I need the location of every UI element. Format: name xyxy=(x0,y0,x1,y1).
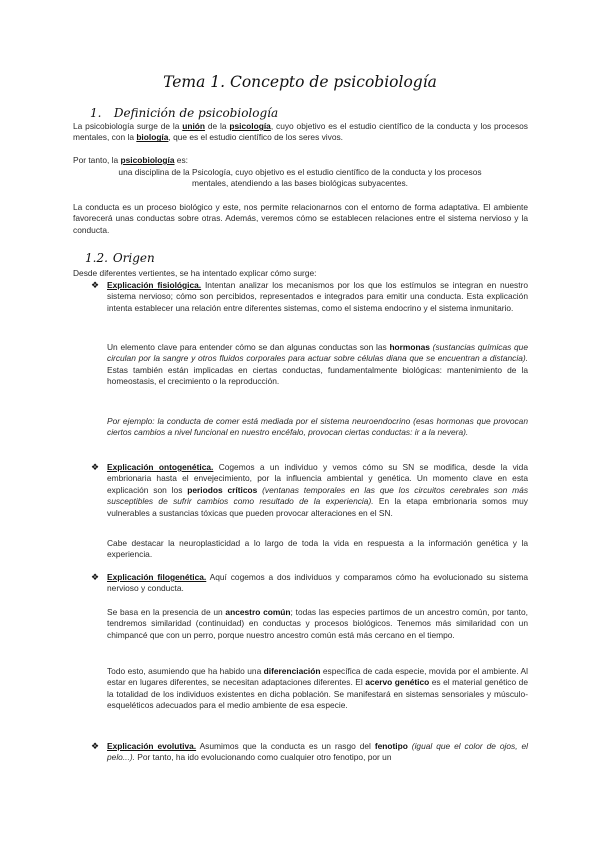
text-run: En la etapa embrionaria somos muy vulnerables a sustancias tóxicas que pueden provocar alteraciones en el SN. xyxy=(107,496,528,518)
paragraph-hormonas xyxy=(107,342,528,388)
text-run: de la xyxy=(205,121,230,131)
document-title: Tema 1. Concepto de psicobiología xyxy=(163,73,437,91)
text-run: específica de cada especie, movida por el ambiente. Al estar en lugares diferentes, se necesitan adaptaciones diferentes. El xyxy=(107,666,528,688)
text-run: Por tanto, la xyxy=(73,155,121,165)
term-acervo-genetico: acervo genético xyxy=(365,677,430,688)
paragraph-intro-origen: Desde diferentes vertientes, se ha intentado explicar cómo surge: xyxy=(73,268,317,278)
text-run: ; todas las especies partimos de un ancestro común, por tanto, tendremos similaridad (continuidad) en conductas y procesos biológicos. Tenemos más similaridad con un chimpancé que con un perro, porque nuestro ancestro común está más cercano en el tiempo. xyxy=(107,607,528,640)
term-fenotipo: fenotipo xyxy=(374,741,408,751)
paragraph-neuroplasticidad: Cabe destacar la neuroplasticidad a lo largo de toda la vida en respuesta a la información genética y la experiencia. xyxy=(107,538,528,560)
text-run: , que es el estudio científico de los seres vivos. xyxy=(168,132,343,143)
text-run: Asumimos que la conducta es un rasgo del xyxy=(196,741,375,751)
text-run: Se basa en la presencia de un xyxy=(107,607,226,617)
paragraph-conducta: La conducta es un proceso biológico y este, nos permite relacionarnos con el entorno de forma adaptativa. El ambiente favorecerá unas conductas sobre otras. Además, veremos cómo se establecen relaciones entre el sistema nervioso y la conducta. xyxy=(73,202,528,235)
term-union: unión xyxy=(182,121,206,131)
paragraph-evolutiva xyxy=(107,741,528,764)
text-run: es el material genético de la totalidad de los individuos existentes en dicha población. Se manifestará en sistemas sensoriales y músculo-esqueléticos adecuados para el medio ambiente de esa especie. xyxy=(107,677,528,711)
term-hormonas: hormonas xyxy=(389,342,430,352)
term-biologia: biología xyxy=(136,132,169,143)
section-number: 1. xyxy=(90,106,102,120)
text-run: es: xyxy=(174,155,188,165)
term-psicobiologia: psicobiología xyxy=(120,155,175,165)
definition-text: una disciplina de la Psicología, cuyo objetivo es el estudio científico de la conducta y los procesos mentales, atendiendo a las bases biológicas subyacentes. xyxy=(118,167,482,189)
text-run-italic: (igual que el color de ojos, el pelo...). xyxy=(107,741,528,763)
text-run: La psicobiología surge de la xyxy=(73,121,183,131)
term-filogenetica: Explicación filogenética. xyxy=(107,572,207,582)
paragraph-diferenciacion xyxy=(107,666,528,712)
text-run-italic: (sustancias químicas que circulan por la sangre y otros fluidos corporales para actuar sobre células diana que se encuentran a distancia). xyxy=(107,342,528,364)
section-heading-definicion xyxy=(90,106,278,120)
diamond-bullet-icon: ❖ xyxy=(91,462,100,472)
text-run-italic: (ventanas temporales en las que los circuitos cerebrales son más susceptibles de sufrir cambios como resultado de la experiencia). xyxy=(107,484,529,507)
paragraph-union xyxy=(73,121,528,144)
section-title: Origen xyxy=(112,251,155,265)
paragraph-ontogenetica xyxy=(107,462,528,519)
text-run: Todo esto, asumiendo que ha habido una xyxy=(107,666,264,676)
text-run: Estas también están implicadas en ciertas conductas, fundamentalmente biológicas: mantenimiento de la homeostasis, el crecimiento o la reproducción. xyxy=(107,364,528,387)
text-run: Un elemento clave para entender cómo se dan algunas conductas son las xyxy=(107,342,390,352)
term-ancestro-comun: ancestro común xyxy=(225,607,291,617)
diamond-bullet-icon: ❖ xyxy=(91,572,100,582)
diamond-bullet-icon: ❖ xyxy=(91,741,100,751)
paragraph-ancestro xyxy=(107,607,528,641)
text-run: Aquí cogemos a dos individuos y comparamos cómo ha evolucionado su sistema nervioso y conducta. xyxy=(107,572,528,594)
text-run: Por tanto, ha ido evolucionando como cualquier otro fenotipo, por un xyxy=(134,752,392,763)
section-number: 1.2. xyxy=(85,251,108,265)
term-periodos-criticos: periodos críticos xyxy=(187,484,258,495)
text-run: , cuyo objetivo es el estudio científico de la conducta y los procesos mentales, con la xyxy=(73,121,528,143)
paragraph-por-tanto xyxy=(73,155,528,166)
section-heading-origen xyxy=(85,251,155,265)
paragraph-fisiologica xyxy=(107,280,528,314)
section-title: Definición de psicobiología xyxy=(113,106,279,120)
term-evolutiva: Explicación evolutiva. xyxy=(107,741,197,751)
term-ontogenetica: Explicación ontogenética. xyxy=(107,462,214,472)
term-diferenciacion: diferenciación xyxy=(263,666,321,676)
text-run: Intentan analizar los mecanismos por los que los estímulos se integran en nuestro sistema nervioso; cómo son percibidos, representados e integrados para emitir una conducta. Esta explicación intenta establecer una relación entre diferentes sistemas, como el sistema endocrino y el sistema inmunitario. xyxy=(107,280,528,313)
diamond-bullet-icon: ❖ xyxy=(91,280,100,290)
paragraph-ejemplo: Por ejemplo: la conducta de comer está mediada por el sistema neuroendocrino (esas hormonas que provocan ciertos cambios a nivel funcional en nuestro encéfalo, provocan ciertas conductas: ir a la nevera). xyxy=(107,416,528,438)
paragraph-filogenetica xyxy=(107,572,528,595)
text-run: Cogemos a un individuo y vemos cómo su SN se modifica, desde la vida embrionaria hasta el envejecimiento, por la influencia ambiental y genética. Un momento clave en esta explicación son los xyxy=(107,462,528,495)
term-fisiologica: Explicación fisiológica. xyxy=(107,280,202,290)
term-psicologia: psicología xyxy=(229,121,271,131)
